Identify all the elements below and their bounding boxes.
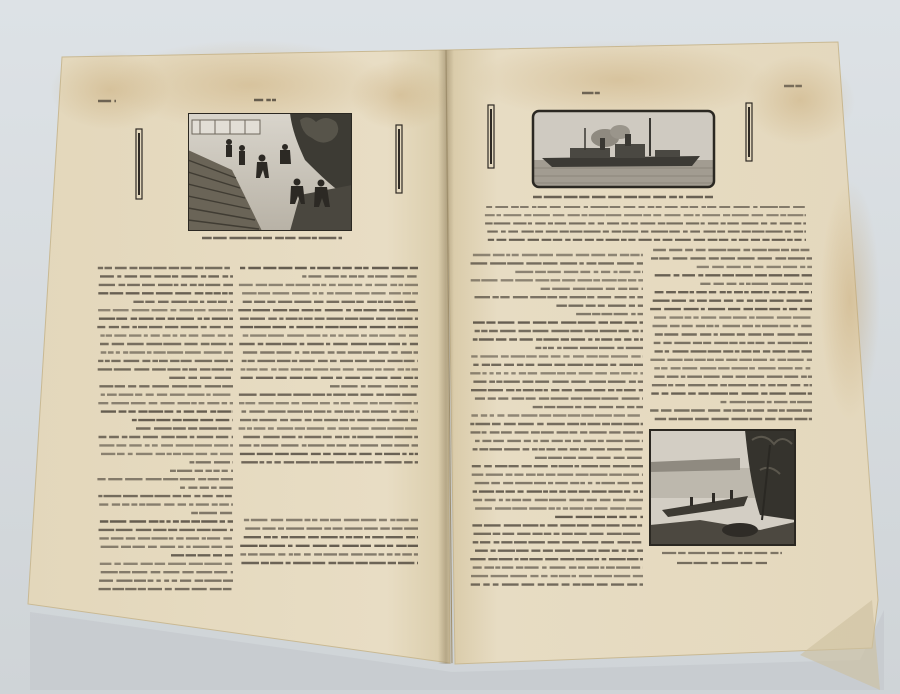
right-page	[446, 40, 880, 690]
water-stain	[745, 55, 855, 145]
water-stain	[50, 50, 170, 130]
left-page	[28, 40, 450, 663]
water-stain	[470, 40, 770, 120]
water-stain	[350, 60, 450, 130]
water-stain	[820, 180, 880, 420]
soldiers-photo	[188, 113, 352, 231]
warship-photo	[533, 111, 714, 187]
boat-shore-photo	[650, 430, 795, 545]
